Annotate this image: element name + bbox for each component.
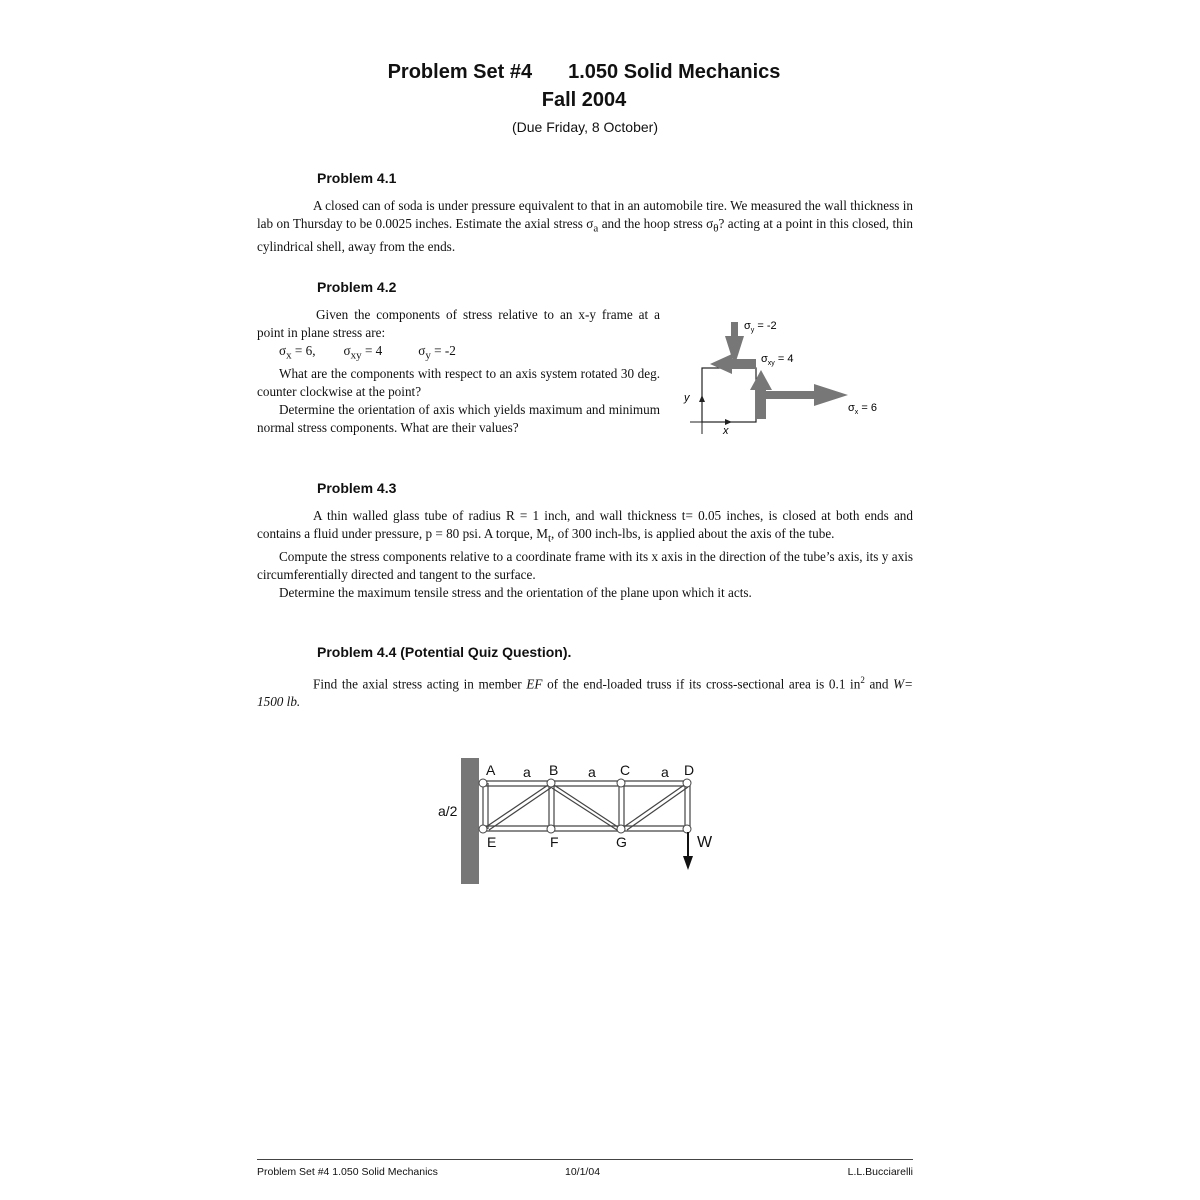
p42-components bbox=[257, 342, 660, 365]
p44-w: W= 1500 lb. bbox=[257, 676, 913, 710]
p41-sub-theta: θ bbox=[713, 222, 719, 235]
joint-g bbox=[617, 825, 625, 833]
p43-para1-sub: t bbox=[547, 532, 551, 545]
joint-b bbox=[547, 779, 555, 787]
p42-sigma-x-val: = 6, bbox=[291, 343, 316, 358]
stress-element-figure bbox=[670, 310, 900, 440]
label-e: E bbox=[487, 834, 497, 850]
p41-text-1: A closed can of soda is under pressure equivalent to that in an automobile tire. We measured the wall thickness in lab on Thursday to be 0.0025 inches. Estimate the axial stress σ bbox=[257, 198, 913, 231]
fig-x-label: x bbox=[723, 425, 729, 437]
truss-diagonal-bg bbox=[551, 783, 621, 829]
footer-rule bbox=[257, 1159, 913, 1160]
p42-sigma-y-sub: y bbox=[425, 349, 431, 362]
truss-wall bbox=[461, 758, 479, 884]
p42-line3: Determine the orientation of axis which yields maximum and minimum normal stress components. What are their values? bbox=[257, 401, 660, 435]
truss-labels bbox=[438, 762, 713, 851]
problem-4-2-heading: Problem 4.2 bbox=[317, 279, 397, 295]
truss-figure bbox=[420, 750, 740, 890]
problem-4-2-text bbox=[257, 306, 660, 437]
label-span-cd: a bbox=[661, 764, 669, 780]
p41-sub-a: a bbox=[593, 222, 599, 235]
sigma-x-arrow-shaft bbox=[766, 391, 816, 399]
footer-author: L.L.Bucciarelli bbox=[847, 1166, 913, 1178]
p42-sigma-x-sub: x bbox=[286, 349, 292, 362]
truss-members bbox=[483, 781, 690, 831]
label-span-bc: a bbox=[588, 764, 596, 780]
truss-diagonal-gd bbox=[621, 783, 687, 829]
label-a: A bbox=[486, 762, 496, 778]
p42-sigma-y: σ bbox=[418, 343, 426, 358]
p43-para2: Compute the stress components relative to a coordinate frame with its x axis in the direction of the tube’s axis, its y axis circumferentially directed and tangent to the surface. bbox=[257, 548, 913, 582]
page-subtitle: Fall 2004 bbox=[541, 89, 627, 111]
page-title bbox=[0, 61, 1168, 84]
p44-text-2: of the end-loaded truss if its cross-sectional area is 0.1 in bbox=[542, 676, 861, 692]
p44-member: EF bbox=[526, 676, 543, 692]
joint-d bbox=[683, 779, 691, 787]
sigma-xy-right-arrow-shaft bbox=[756, 389, 766, 419]
label-span-ab: a bbox=[523, 764, 531, 780]
label-c: C bbox=[620, 762, 631, 778]
joint-a bbox=[479, 779, 487, 787]
label-b: B bbox=[549, 762, 559, 778]
p44-text-1: Find the axial stress acting in member bbox=[313, 676, 527, 692]
label-f: F bbox=[550, 834, 559, 850]
label-g: G bbox=[616, 834, 627, 850]
problem-4-3-heading: Problem 4.3 bbox=[317, 480, 397, 496]
label-load: W bbox=[697, 834, 713, 851]
problem-4-4-heading: Problem 4.4 (Potential Quiz Question). bbox=[317, 644, 572, 660]
truss-diagonal-eb-inner bbox=[489, 787, 552, 830]
truss-diagonal-bg-inner bbox=[552, 788, 617, 830]
y-axis-arrow-icon bbox=[699, 395, 705, 402]
problem-4-1-text bbox=[257, 197, 913, 256]
load-arrow-icon bbox=[683, 856, 693, 870]
p44-sup: 2 bbox=[860, 675, 865, 685]
p44-text-3: and bbox=[864, 676, 894, 692]
p43-para1-b: , of 300 inch-lbs, is applied about the axis of the tube. bbox=[551, 526, 835, 541]
joint-e bbox=[479, 825, 487, 833]
footer-left: Problem Set #4 1.050 Solid Mechanics bbox=[257, 1166, 438, 1178]
fig-sigma-x-label: $\sigma_x = 6$ bbox=[848, 402, 877, 416]
title-right: 1.050 Solid Mechanics bbox=[568, 61, 781, 83]
truss-diagonal-gd-inner bbox=[627, 787, 688, 830]
p42-line1: Given the components of stress relative to an x-y frame at a point in plane stress are: bbox=[257, 307, 660, 340]
sigma-xy-top-arrow-head bbox=[710, 354, 732, 374]
joint-h bbox=[683, 825, 691, 833]
p43-para1-a: A thin walled glass tube of radius R = 1 inch, and wall thickness t= 0.05 inches, is closed at both ends and contains a fluid under pressure, p = 80 psi. A torque, M bbox=[257, 508, 913, 541]
sigma-xy-right-arrow-head bbox=[750, 370, 772, 390]
p42-sigma-xy: σ bbox=[343, 343, 351, 358]
sigma-xy-top-arrow-shaft bbox=[730, 359, 756, 369]
problem-4-4-text bbox=[257, 671, 913, 711]
sigma-x-arrow-head bbox=[814, 384, 848, 406]
joint-f bbox=[547, 825, 555, 833]
p42-sigma-x: σ bbox=[279, 343, 287, 358]
problem-4-1-heading: Problem 4.1 bbox=[317, 170, 397, 186]
label-d: D bbox=[684, 762, 695, 778]
fig-y-label: y bbox=[684, 392, 690, 404]
footer-date: 10/1/04 bbox=[565, 1166, 601, 1178]
stress-element-square bbox=[702, 368, 756, 422]
problem-4-3-text bbox=[257, 507, 913, 602]
p42-line2: What are the components with respect to an axis system rotated 30 deg. counter clockwise at the point? bbox=[257, 365, 660, 399]
title-left: Problem Set #4 bbox=[387, 61, 533, 83]
p42-sigma-xy-sub: xy bbox=[350, 349, 362, 362]
sigma-y-arrow-shaft bbox=[731, 322, 738, 338]
truss-diagonal-eb bbox=[483, 783, 551, 829]
p42-sigma-y-val: = -2 bbox=[430, 343, 456, 358]
p41-text-3: ? acting at a point in this closed, thin cylindrical shell, away from the ends. bbox=[257, 216, 913, 254]
p43-para3: Determine the maximum tensile stress and the orientation of the plane upon which it acts. bbox=[279, 584, 752, 600]
fig-sigma-y-label: $\sigma_y = -2$ bbox=[744, 320, 777, 334]
p41-text-2: and the hoop stress σ bbox=[598, 216, 714, 231]
joint-c bbox=[617, 779, 625, 787]
fig-sigma-xy-label: $\sigma_{xy} = 4$ bbox=[761, 353, 794, 367]
due-date: (Due Friday, 8 October) bbox=[511, 119, 658, 135]
p43-para1 bbox=[257, 507, 913, 548]
p42-sigma-xy-val: = 4 bbox=[361, 343, 383, 358]
label-height: a/2 bbox=[438, 803, 458, 819]
